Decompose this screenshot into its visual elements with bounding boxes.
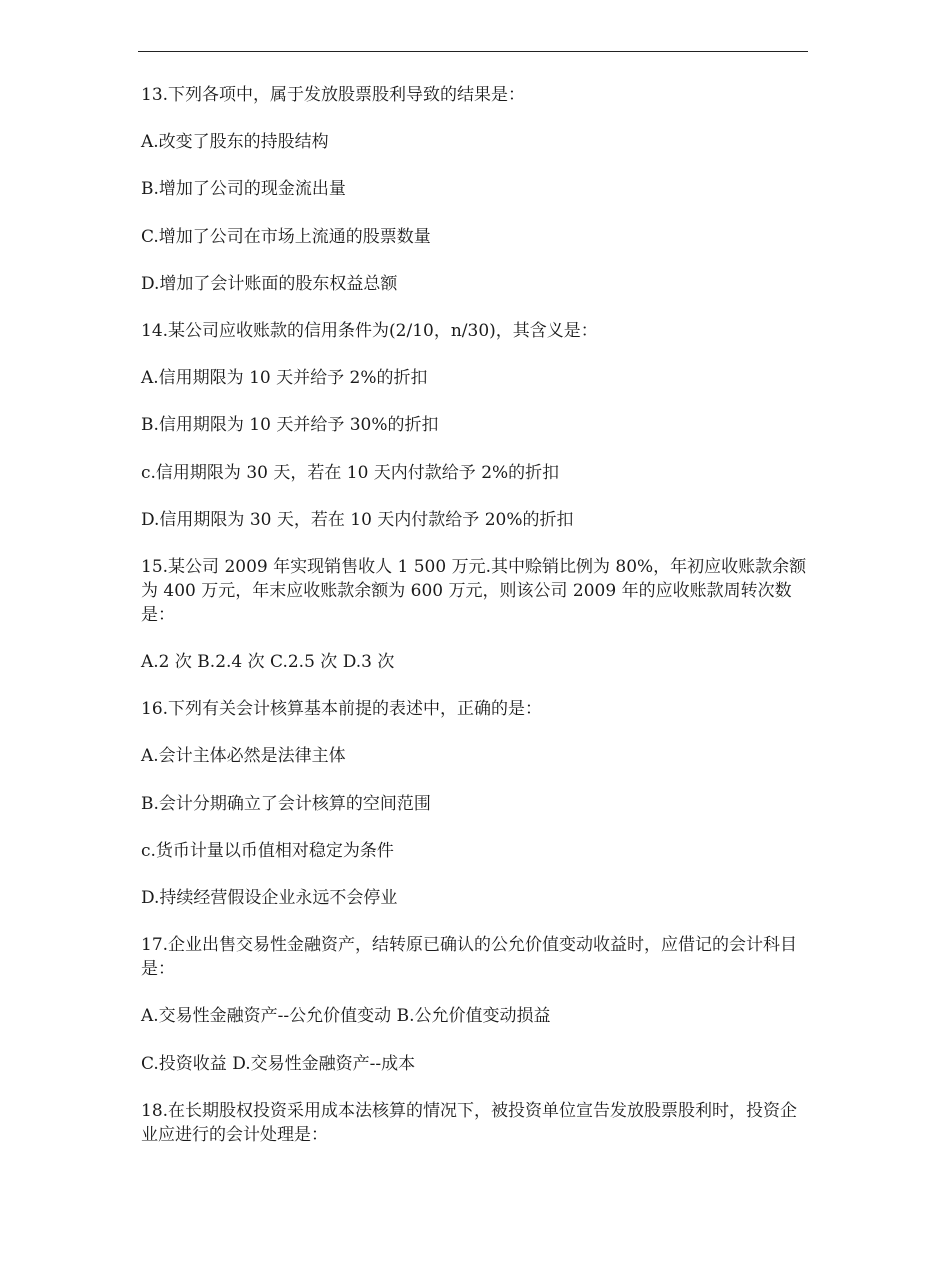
q16-option-d: D.持续经营假设企业永远不会停业: [141, 888, 398, 908]
question-13: 13.下列各项中，属于发放股票股利导致的结果是：: [141, 85, 526, 105]
question-16: 16.下列有关会计核算基本前提的表述中，正确的是：: [141, 699, 543, 720]
question-15: 15.某公司 2009 年实现销售收人 1 500 万元.其中赊销比例为 80%，年初应收账款余额为 400 万元，年末应收账款余额为 600 万元，则该公司 2009 年的应收账款周转次数是：: [141, 556, 807, 625]
q16-option-b: B.会计分期确立了会计核算的空间范围: [141, 793, 431, 814]
q13-option-d: D.增加了会计账面的股东权益总额: [141, 273, 398, 294]
q14-option-a: A.信用期限为 10 天并给予 2%的折扣: [141, 368, 428, 389]
q13-option-b: B.增加了公司的现金流出量: [141, 179, 346, 200]
q13-option-c: C.增加了公司在市场上流通的股票数量: [141, 226, 431, 247]
header-rule: [138, 51, 808, 52]
q15-options: A.2 次 B.2.4 次 C.2.5 次 D.3 次: [141, 652, 395, 673]
q16-option-a: A.会计主体必然是法律主体: [141, 746, 346, 767]
question-14: 14.某公司应收账款的信用条件为(2/10，n/30)，其含义是：: [141, 320, 598, 341]
q14-option-b: B.信用期限为 10 天并给予 30%的折扣: [141, 415, 439, 436]
q14-option-c: c.信用期限为 30 天，若在 10 天内付款给予 2%的折扣: [141, 462, 560, 483]
document-body: [141, 83, 809, 1170]
q14-option-d: D.信用期限为 30 天，若在 10 天内付款给予 20%的折扣: [141, 509, 574, 530]
q17-options-ab: A.交易性金融资产--公允价值变动 B.公允价值变动损益: [141, 1006, 551, 1027]
q16-option-c: c.货币计量以币值相对稳定为条件: [141, 840, 394, 861]
question-18: 18.在长期股权投资采用成本法核算的情况下，被投资单位宣告发放股票股利时，投资企业应进行的会计处理是：: [141, 1100, 798, 1145]
q13-option-a: A.改变了股东的持股结构: [141, 132, 329, 153]
question-17: 17.企业出售交易性金融资产，结转原已确认的公允价值变动收益时，应借记的会计科目是：: [141, 935, 798, 980]
q17-options-cd: C.投资收益 D.交易性金融资产--成本: [141, 1053, 416, 1074]
